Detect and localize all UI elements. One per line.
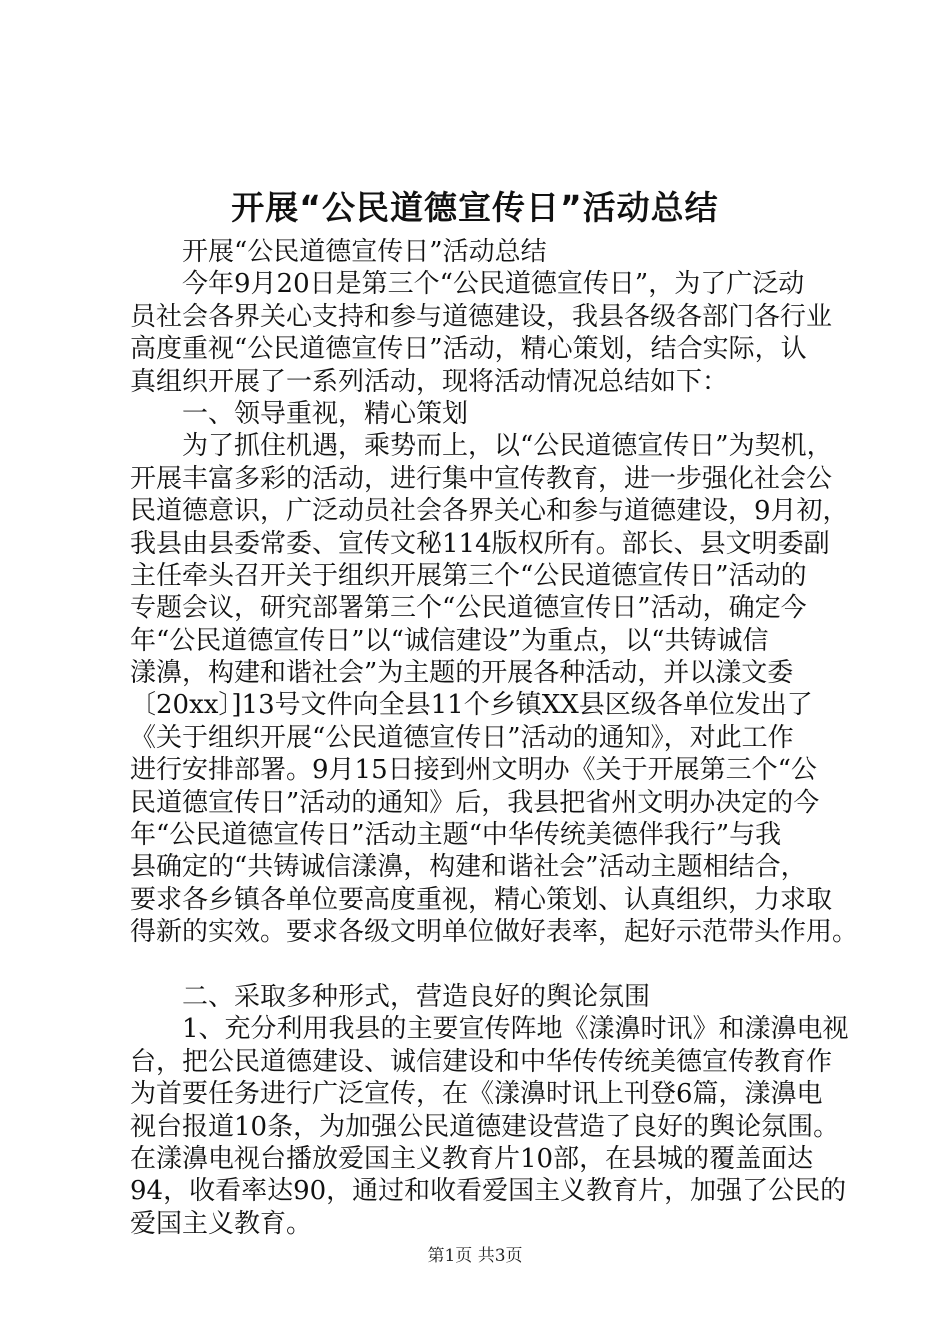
text-line: 开展丰富多彩的活动，进行集中宣传教育，进一步强化社会公 bbox=[130, 463, 833, 494]
text-line: 为首要任务进行广泛宣传，在《漾濞时讯上刊登6篇，漾濞电 bbox=[130, 1079, 823, 1110]
text-line: 我县由县委常委、宣传文秘114版权所有。部长、县文明委副 bbox=[130, 528, 830, 559]
paragraph bbox=[130, 1013, 849, 1240]
text-line: 〔20xx〕]13号文件向全县11个乡镇XX县区级各单位发出了 bbox=[130, 690, 813, 721]
text-line: 年“公民道德宣传日”活动主题“中华传统美德伴我行”与我 bbox=[130, 820, 782, 851]
text-line: 《关于组织开展“公民道德宣传日”活动的通知》，对此工作 bbox=[130, 722, 794, 753]
text-line: 要求各乡镇各单位要高度重视，精心策划、认真组织，力求取 bbox=[130, 884, 833, 915]
text-line: 在漾濞电视台播放爱国主义教育片10部，在县城的覆盖面达 bbox=[130, 1143, 814, 1174]
paragraph bbox=[130, 236, 842, 268]
paragraph-spacer bbox=[130, 949, 842, 981]
text-line: 台，把公民道德建设、诚信建设和中华传传统美德宣传教育作 bbox=[130, 1046, 833, 1077]
paragraph bbox=[130, 268, 842, 398]
text-line: 真组织开展了一系列活动，现将活动情况总结如下： bbox=[130, 366, 729, 397]
text-line: 漾濞，构建和谐社会”为主题的开展各种活动，并以漾文委 bbox=[130, 658, 794, 689]
text-line: 94，收看率达90，通过和收看爱国主义教育片，加强了公民的 bbox=[130, 1176, 847, 1207]
text-line: 进行安排部署。9月15日接到州文明办《关于开展第三个“公 bbox=[130, 755, 817, 786]
text-line: 二、采取多种形式，营造良好的舆论氛围 bbox=[182, 981, 651, 1012]
text-line: 主任牵头召开关于组织开展第三个“公民道德宣传日”活动的 bbox=[130, 560, 807, 591]
text-line: 一、领导重视，精心策划 bbox=[182, 398, 469, 429]
text-line: 专题会议，研究部署第三个“公民道德宣传日”活动，确定今 bbox=[130, 593, 807, 624]
paragraph bbox=[130, 430, 859, 948]
document-title: 开展“公民道德宣传日”活动总结 bbox=[231, 188, 719, 227]
text-line: 开展“公民道德宣传日”活动总结 bbox=[182, 237, 547, 267]
text-line: 民道德意识，广泛动员社会各界关心和参与道德建设，9月初， bbox=[130, 496, 849, 527]
text-line: 1、充分利用我县的主要宣传阵地《漾濞时讯》和漾濞电视 bbox=[182, 1014, 849, 1045]
text-line: 今年9月20日是第三个“公民道德宣传日”，为了广泛动 bbox=[182, 269, 805, 300]
text-line: 年“公民道德宣传日”以“诚信建设”为重点，以“共铸诚信 bbox=[130, 625, 769, 656]
text-line: 得新的实效。要求各级文明单位做好表率，起好示范带头作用。 bbox=[130, 917, 859, 948]
paragraph bbox=[130, 398, 842, 430]
text-line: 员社会各界关心支持和参与道德建设，我县各级各部门各行业 bbox=[130, 301, 833, 332]
document-body bbox=[130, 236, 859, 1240]
text-line: 为了抓住机遇，乘势而上，以“公民道德宣传日”为契机， bbox=[182, 431, 833, 462]
text-line: 爱国主义教育。 bbox=[130, 1208, 313, 1239]
paragraph bbox=[130, 981, 842, 1013]
text-line: 高度重视“公民道德宣传日”活动，精心策划，结合实际，认 bbox=[130, 334, 807, 365]
text-line: 县确定的“共铸诚信漾濞，构建和谐社会”活动主题相结合， bbox=[130, 852, 807, 883]
page-footer: 第1页 共3页 bbox=[427, 1246, 523, 1266]
text-line: 视台报道10条，为加强公民道德建设营造了良好的舆论氛围。 bbox=[130, 1111, 840, 1142]
text-line: 民道德宣传日”活动的通知》后，我县把省州文明办决定的今 bbox=[130, 787, 820, 818]
